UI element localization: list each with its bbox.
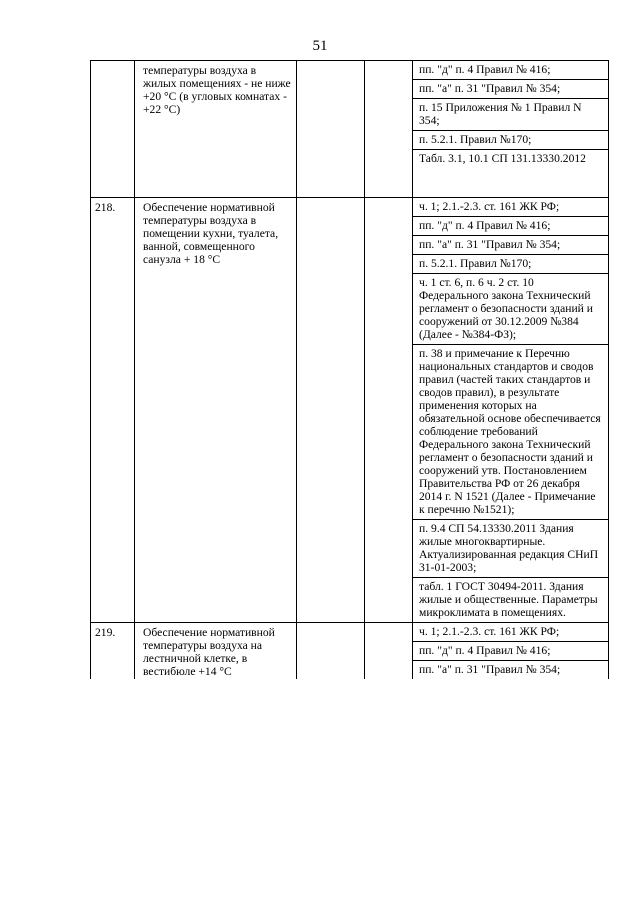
- requirement-text: Обеспечение нормативной температуры воздуха в помещении кухни, туалета, ванной, совмещенного санузла + 18 °С: [143, 201, 279, 266]
- requirement-cell: [135, 198, 297, 623]
- empty-cell: [365, 61, 413, 198]
- regulation-table: [90, 60, 609, 679]
- reference-item: п. 5.2.1. Правил №170;: [413, 254, 608, 273]
- empty-cell: [365, 198, 413, 623]
- reference-item: пп. "д" п. 4 Правил № 416;: [419, 63, 551, 76]
- requirement-cell: [135, 61, 297, 198]
- row-number-cell: [91, 623, 135, 680]
- row-number-cell: [91, 198, 135, 623]
- empty-cell: [297, 198, 365, 623]
- reference-item: Табл. 3.1, 10.1 СП 131.13330.2012: [413, 149, 608, 168]
- reference-item: пп. "д" п. 4 Правил № 416;: [413, 216, 608, 235]
- reference-item: пп. "а" п. 31 "Правил № 354;: [413, 660, 608, 679]
- reference-item: п. 15 Приложения № 1 Правил N 354;: [413, 98, 608, 130]
- references-cell: [413, 623, 609, 680]
- row-number: 218.: [95, 201, 116, 214]
- empty-cell: [365, 623, 413, 680]
- reference-item: ч. 1; 2.1.-2.3. ст. 161 ЖК РФ;: [419, 625, 560, 638]
- reference-item: ч. 1 ст. 6, п. 6 ч. 2 ст. 10 Федерального закона Технический регламент о безопасности зданий и сооружений от 30.12.2009 №384 (Далее - №384-ФЗ);: [413, 273, 608, 344]
- reference-item: п. 5.2.1. Правил №170;: [413, 130, 608, 149]
- empty-cell: [297, 623, 365, 680]
- table-row: [91, 198, 609, 623]
- references-cell: [413, 198, 609, 623]
- row-number-cell: [91, 61, 135, 198]
- reference-item: табл. 1 ГОСТ 30494-2011. Здания жилые и общественные. Параметры микроклимата в помещениях.: [413, 577, 608, 622]
- row-number: 219.: [95, 626, 116, 639]
- reference-item: пп. "а" п. 31 "Правил № 354;: [413, 235, 608, 254]
- page-number: 51: [312, 38, 328, 54]
- reference-item: ч. 1; 2.1.-2.3. ст. 161 ЖК РФ;: [419, 200, 560, 213]
- table-row: [91, 61, 609, 198]
- reference-item: п. 9.4 СП 54.13330.2011 Здания жилые многоквартирные. Актуализированная редакция СНиП 31-01-2003;: [413, 519, 608, 577]
- reference-item: пп. "а" п. 31 "Правил № 354;: [413, 79, 608, 98]
- references-cell: [413, 61, 609, 198]
- requirement-text: температуры воздуха в жилых помещениях - не ниже +20 °С (в угловых комнатах - +22 °С): [143, 64, 291, 116]
- reference-item: пп. "д" п. 4 Правил № 416;: [413, 641, 608, 660]
- reference-item: п. 38 и примечание к Перечню национальных стандартов и сводов правил (частей таких стандартов и сводов правил), в результате применения которых на обязательной основе обеспечивается соблюдение требований Федерального закона Технический регламент о безопасности зданий и сооружений утв. Постановлением Правительства РФ от 26 декабря 2014 г. N 1521 (Далее - Примечание к перечню №1521);: [413, 344, 608, 519]
- empty-cell: [297, 61, 365, 198]
- requirement-cell: [135, 623, 297, 680]
- row-number: [91, 61, 134, 64]
- table-row: [91, 623, 609, 680]
- requirement-text: Обеспечение нормативной температуры воздуха на лестничной клетке, в вестибюле +14 °С: [143, 626, 275, 678]
